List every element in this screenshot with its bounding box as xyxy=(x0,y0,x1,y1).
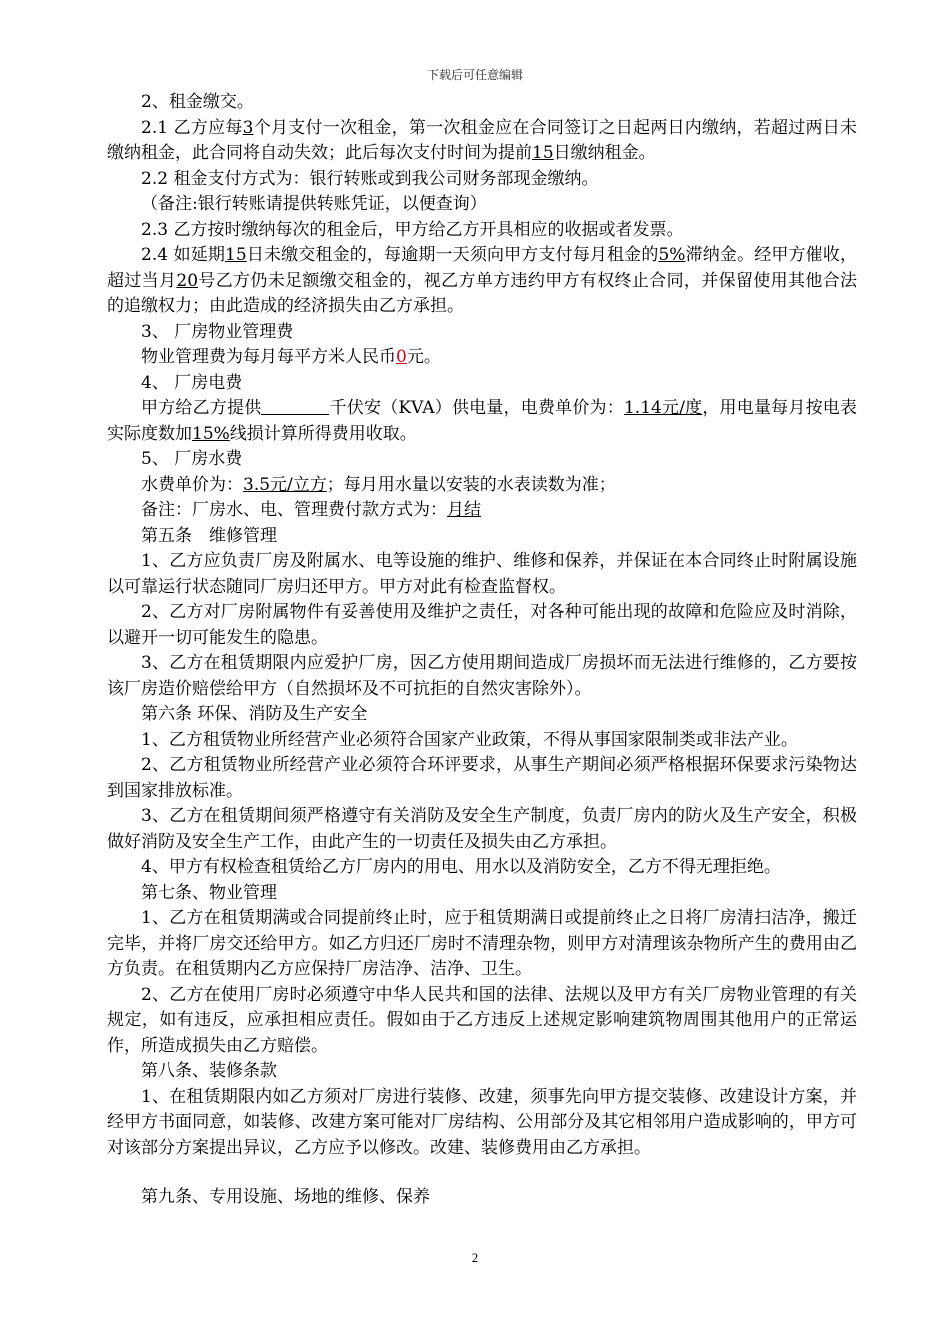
page-number: 2 xyxy=(471,1250,479,1265)
clause-2-2: 2.2 租金支付方式为：银行转账或到我公司财务部现金缴纳。 xyxy=(141,168,599,189)
article-5-clause-3: 3、乙方在租赁期限内应爱护厂房，因乙方使用期间造成厂房损坏而无法进行维修的，乙方要按该厂房造价赔偿给甲方（自然损坏及不可抗拒的自然灾害除外）。 xyxy=(107,653,857,699)
section-rent-payment: 2、租金缴交。 xyxy=(141,92,254,112)
section-property-fee: 3、 厂房物业管理费 xyxy=(141,321,294,342)
section-electricity: 4、 厂房电费 xyxy=(141,372,243,393)
electricity-text: 甲方给乙方提供 千伏安（KVA）供电量，电费单价为：1.14元/度，用电量每月按电表实际度数加15%线损计算所得费用收取。 xyxy=(107,398,857,444)
article-7-title: 第七条、物业管理 xyxy=(141,882,277,903)
clause-2-3: 2.3 乙方按时缴纳每次的租金后，甲方给乙方开具相应的收据或者发票。 xyxy=(141,219,684,240)
article-7-clause-2: 2、乙方在使用厂房时必须遵守中华人民共和国的法律、法规以及甲方有关厂房物业管理的有关规定，如有违反，应承担相应责任。假如由于乙方违反上述规定影响建筑物周围其他用户的正常运作，所造成损失由乙方赔偿。 xyxy=(107,984,857,1056)
article-8-clause-1: 1、在租赁期限内如乙方须对厂房进行装修、改建，须事先向甲方提交装修、改建设计方案，并经甲方书面同意，如装修、改建方案可能对厂房结构、公用部分及其它相邻用户造成影响的，甲方可对该部分方案提出异议，乙方应予以修改。改建、装修费用由乙方承担。 xyxy=(107,1086,857,1158)
water-text: 水费单价为：3.5元/立方；每月用水量以安装的水表读数为准； xyxy=(141,474,616,495)
spacer xyxy=(107,1161,857,1185)
article-6-clause-4: 4、甲方有权检查租赁给乙方厂房内的用电、用水以及消防安全，乙方不得无理拒绝。 xyxy=(141,857,781,877)
blank-underline xyxy=(261,396,329,415)
page-header: 下载后可任意编辑 xyxy=(426,68,523,82)
article-6-clause-1: 1、乙方租赁物业所经营产业必须符合国家产业政策，不得从事国家限制类或非法产业。 xyxy=(141,729,798,750)
article-6-clause-3: 3、乙方在租赁期间须严格遵守有关消防及安全生产制度，负责厂房内的防火及生产安全，积极做好消防及安全生产工作，由此产生的一切责任及损失由乙方承担。 xyxy=(107,806,857,852)
clause-2-4: 2.4 如延期15日未缴交租金的，每逾期一天须向甲方支付每月租金的5%滞纳金。经甲方催收，超过当月20号乙方仍未足额缴交租金的，视乙方单方违约甲方有权终止合同，并保留使用其他合法的追缴权力；由此造成的经济损失由乙方承担。 xyxy=(107,245,858,316)
clause-2-1: 2.1 乙方应每3个月支付一次租金，第一次租金应在合同签订之日起两日内缴纳，若超过两日未缴纳租金，此合同将自动失效；此后每次支付时间为提前15日缴纳租金。 xyxy=(107,117,857,163)
article-6-clause-2: 2、乙方租赁物业所经营产业必须符合环评要求，从事生产期间必须严格根据环保要求污染物达到国家排放标准。 xyxy=(107,755,857,801)
section-water: 5、 厂房水费 xyxy=(141,449,243,469)
clause-2-2-note: （备注:银行转账请提供转账凭证，以便查询） xyxy=(141,194,487,214)
article-5-clause-1: 1、乙方应负责厂房及附属水、电等设施的维护、维修和保养，并保证在本合同终止时附属设施以可靠运行状态随同厂房归还甲方。甲方对此有检查监督权。 xyxy=(107,551,857,597)
article-7-clause-1: 1、乙方在租赁期满或合同提前终止时，应于租赁期满日或提前终止之日将厂房清扫洁净，搬迁完毕，并将厂房交还给甲方。如乙方归还厂房时不清理杂物，则甲方对清理该杂物所产生的费用由乙方负责。在租赁期内乙方应保持厂房洁净、洁净、卫生。 xyxy=(107,908,857,979)
payment-method-note: 备注：厂房水、电、管理费付款方式为：月结 xyxy=(141,500,481,520)
article-9-title: 第九条、专用设施、场地的维修、保养 xyxy=(141,1187,430,1207)
article-8-title: 第八条、装修条款 xyxy=(141,1061,277,1081)
property-fee-text: 物业管理费为每月每平方米人民币0元。 xyxy=(141,347,441,367)
article-5-title: 第五条 维修管理 xyxy=(141,525,277,546)
document-body xyxy=(107,90,857,1211)
article-6-title: 第六条 环保、消防及生产安全 xyxy=(141,704,368,724)
article-5-clause-2: 2、乙方对厂房附属物件有妥善使用及维护之责任，对各种可能出现的故障和危险应及时消除，以避开一切可能发生的隐患。 xyxy=(107,602,857,648)
